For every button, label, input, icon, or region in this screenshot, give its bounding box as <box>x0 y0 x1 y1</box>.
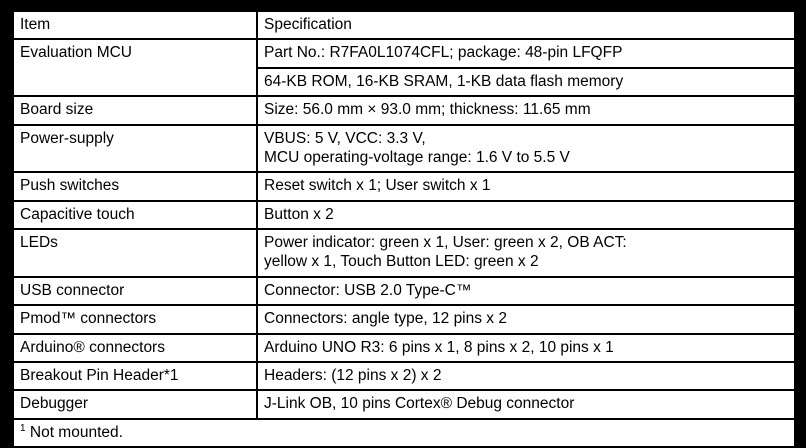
table-row <box>13 305 795 333</box>
table-row <box>13 334 795 362</box>
row-item-label: Board size <box>13 96 257 124</box>
row-spec-value: J-Link OB, 10 pins Cortex® Debug connector <box>257 390 795 418</box>
specification-table <box>12 10 796 448</box>
row-item-label: USB connector <box>13 277 257 305</box>
row-spec-line: MCU operating-voltage range: 1.6 V to 5.5 V <box>264 148 570 166</box>
row-item-label: Arduino® connectors <box>13 334 257 362</box>
table-row <box>13 277 795 305</box>
table-row <box>13 362 795 390</box>
table-row <box>13 201 795 229</box>
row-item-label: Pmod™ connectors <box>13 305 257 333</box>
table-row <box>13 229 795 277</box>
row-spec-value <box>257 229 795 277</box>
row-spec-value: Connector: USB 2.0 Type-C™ <box>257 277 795 305</box>
table-footnote <box>13 419 795 447</box>
row-item-label: Capacitive touch <box>13 201 257 229</box>
row-spec-value: Size: 56.0 mm × 93.0 mm; thickness: 11.65 mm <box>257 96 795 124</box>
row-item-label: Push switches <box>13 172 257 200</box>
table-header-row <box>13 11 795 39</box>
row-item-label: Evaluation MCU <box>13 39 257 96</box>
column-header-item: Item <box>13 11 257 39</box>
row-spec-value: Reset switch x 1; User switch x 1 <box>257 172 795 200</box>
row-spec-value: Headers: (12 pins x 2) x 2 <box>257 362 795 390</box>
row-spec-value: Button x 2 <box>257 201 795 229</box>
row-item-label: Breakout Pin Header*1 <box>13 362 257 390</box>
footnote-marker: 1 <box>20 422 26 434</box>
table-row <box>13 39 795 67</box>
row-spec-value: 64-KB ROM, 16-KB SRAM, 1-KB data flash memory <box>257 68 795 96</box>
footnote-text: Not mounted. <box>29 423 123 441</box>
row-spec-line: Power indicator: green x 1, User: green x 2, OB ACT: <box>264 234 627 251</box>
row-spec-value: Arduino UNO R3: 6 pins x 1, 8 pins x 2, 10 pins x 1 <box>257 334 795 362</box>
table-row <box>13 390 795 418</box>
row-spec-line: yellow x 1, Touch Button LED: green x 2 <box>264 253 539 271</box>
column-header-specification: Specification <box>257 11 795 39</box>
row-spec-value: Part No.: R7FA0L1074CFL; package: 48-pin LFQFP <box>257 39 795 67</box>
row-item-label: Debugger <box>13 390 257 418</box>
row-item-label: Power-supply <box>13 125 257 173</box>
row-spec-value <box>257 125 795 173</box>
row-spec-value: Connectors: angle type, 12 pins x 2 <box>257 305 795 333</box>
row-spec-line: VBUS: 5 V, VCC: 3.3 V, <box>264 129 426 147</box>
row-item-label: LEDs <box>13 229 257 277</box>
table-row <box>13 125 795 173</box>
table-row <box>13 172 795 200</box>
table-footnote-row <box>13 419 795 447</box>
table-row <box>13 96 795 124</box>
